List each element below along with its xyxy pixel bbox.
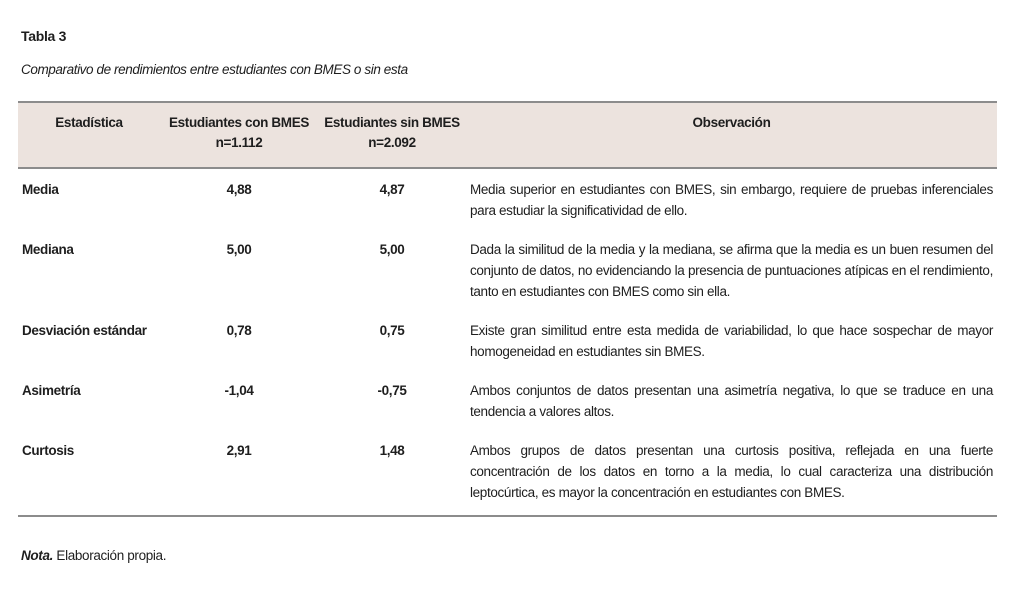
statistics-table xyxy=(18,101,997,517)
header-statistic xyxy=(18,102,160,168)
table-row xyxy=(18,430,997,516)
header-without-bmes-label: Estudiantes sin BMES xyxy=(324,115,460,130)
row-value-with-bmes: 0,78 xyxy=(226,323,252,338)
table-row xyxy=(18,229,997,310)
row-value-without-bmes: 5,00 xyxy=(379,242,405,257)
note-text: Elaboración propia. xyxy=(53,548,167,563)
row-value-without-bmes: 4,87 xyxy=(379,182,405,197)
header-with-bmes-label: Estudiantes con BMES xyxy=(168,115,310,130)
row-value-with-bmes: 2,91 xyxy=(160,430,318,516)
note-label: Nota. xyxy=(21,548,54,563)
table-header xyxy=(18,102,997,168)
row-observation: Ambos grupos de datos presentan una curtosis positiva, reflejada en una fuerte concentración de los datos en torno a la media, lo cual caracteriza una distribución leptocúrtica, es mayor la concentración en estudiantes con BMES. xyxy=(466,430,997,516)
table-row xyxy=(18,168,997,229)
row-value-with-bmes: -1,04 xyxy=(224,383,254,398)
row-statistic: Desviación estándar xyxy=(22,323,147,338)
row-observation: Dada la similitud de la media y la mediana, se afirma que la media es un buen resumen del conjunto de datos, no evidenciando la presencia de puntuaciones atípicas en el rendimiento, tanto en estudiantes con BMES como sin ella. xyxy=(470,242,993,299)
header-without-bmes-n: n=2.092 xyxy=(368,135,416,150)
table-row xyxy=(18,310,997,370)
table-note xyxy=(21,548,166,563)
header-without-bmes xyxy=(318,102,466,168)
header-row xyxy=(18,102,997,168)
table-body xyxy=(18,168,997,516)
table-title: Comparativo de rendimientos entre estudiantes con BMES o sin esta xyxy=(21,62,408,77)
header-with-bmes-n: n=1.112 xyxy=(215,135,263,150)
row-value-without-bmes: -0,75 xyxy=(377,383,407,398)
row-statistic: Mediana xyxy=(22,242,74,257)
row-value-without-bmes: 1,48 xyxy=(318,430,466,516)
row-observation: Media superior en estudiantes con BMES, sin embargo, requiere de pruebas inferenciales para estudiar la significatividad de ello. xyxy=(470,182,993,218)
header-with-bmes xyxy=(160,102,318,168)
row-observation: Existe gran similitud entre esta medida de variabilidad, lo que hace sospechar de mayor homogeneidad en estudiantes sin BMES. xyxy=(470,323,993,359)
header-statistic-label: Estadística xyxy=(55,115,123,130)
row-value-with-bmes: 4,88 xyxy=(226,182,252,197)
row-value-with-bmes: 5,00 xyxy=(226,242,252,257)
table-number: Tabla 3 xyxy=(21,28,67,44)
header-observation-label: Observación xyxy=(692,115,771,130)
table-row xyxy=(18,370,997,430)
row-value-without-bmes: 0,75 xyxy=(379,323,405,338)
row-observation: Ambos conjuntos de datos presentan una asimetría negativa, lo que se traduce en una tendencia a valores altos. xyxy=(470,383,993,419)
row-statistic: Asimetría xyxy=(22,383,81,398)
header-observation xyxy=(466,102,997,168)
row-statistic: Curtosis xyxy=(18,430,160,516)
row-statistic: Media xyxy=(22,182,59,197)
